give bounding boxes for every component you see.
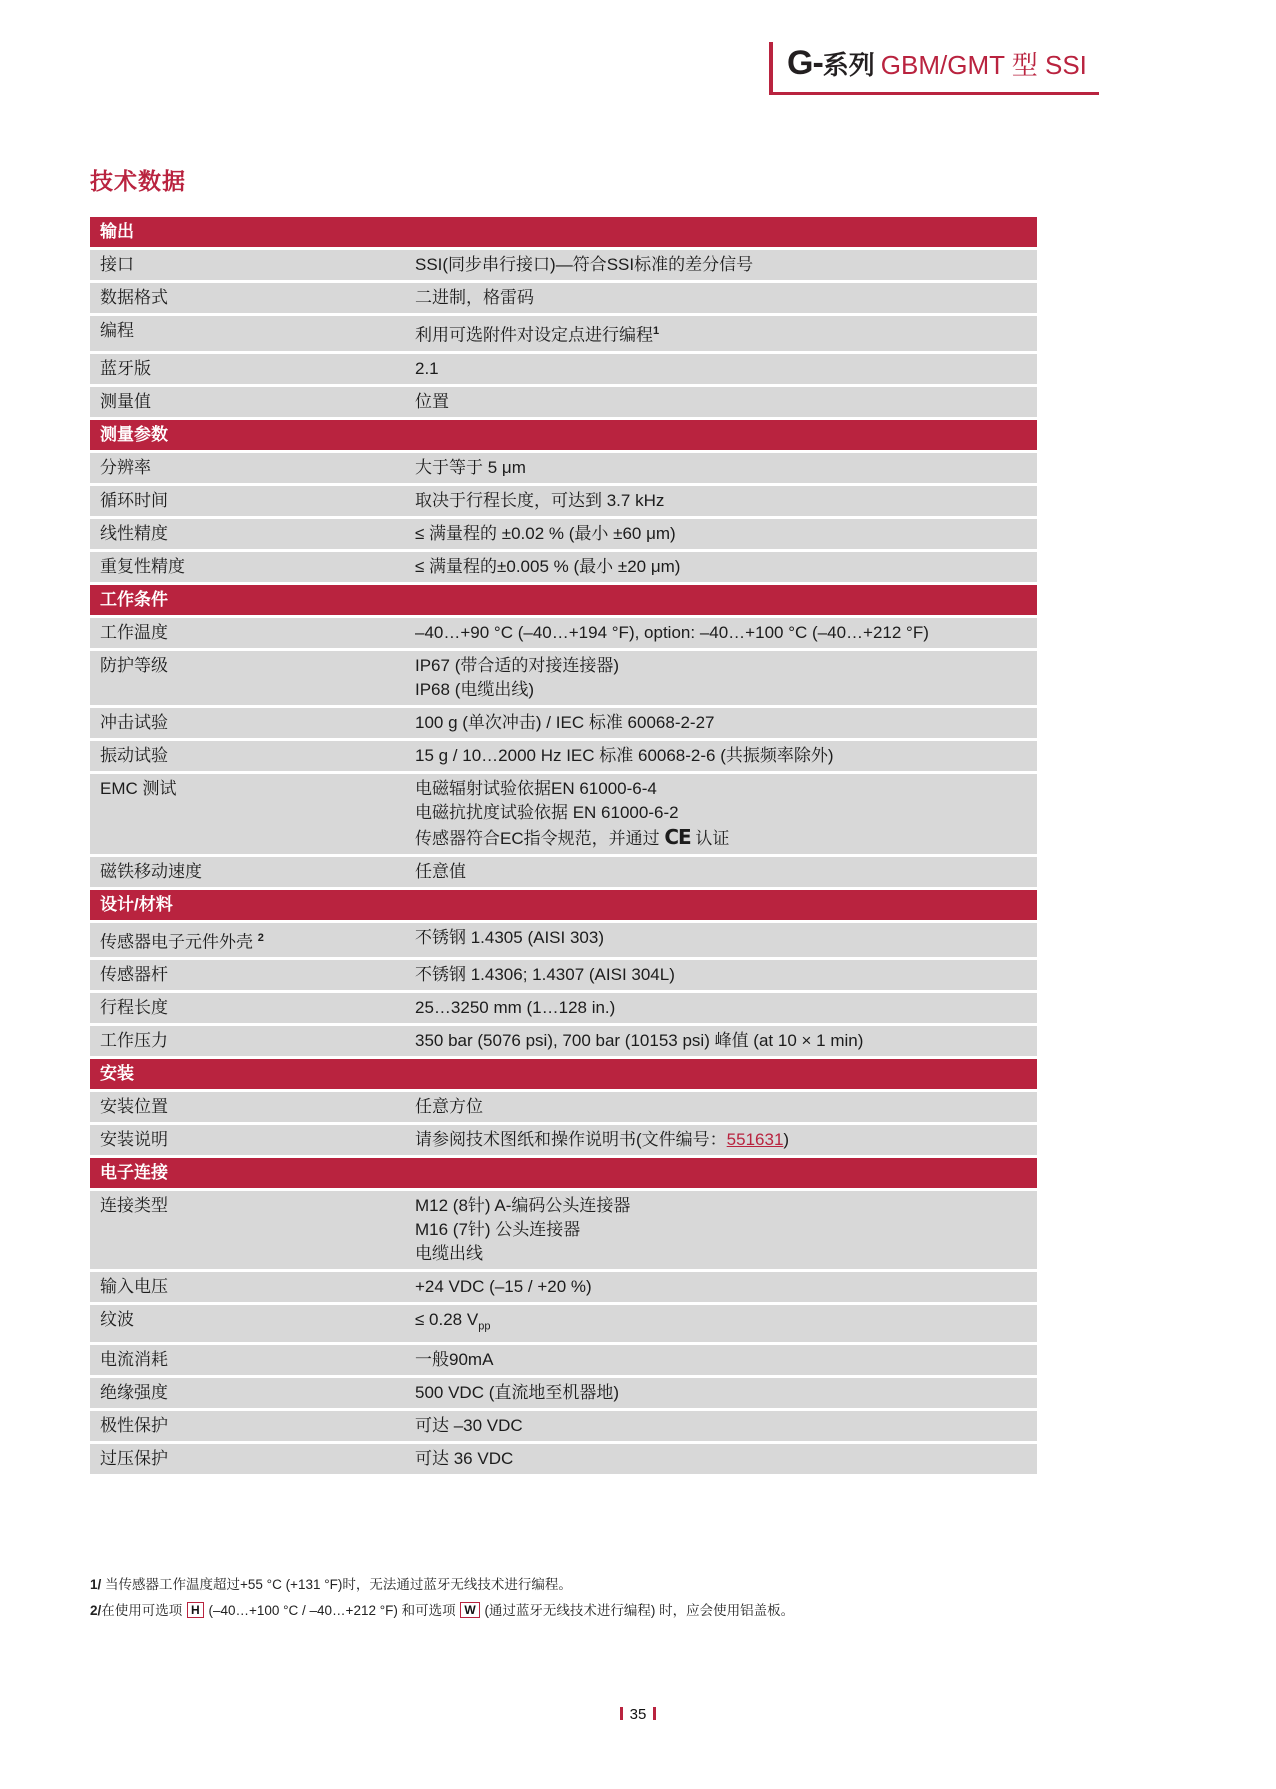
value-line bbox=[415, 1029, 1027, 1053]
spec-value bbox=[415, 357, 1037, 381]
value-line bbox=[415, 1128, 1027, 1152]
text-segment: 安装说明 bbox=[100, 1130, 168, 1150]
table-section-header: 工作条件 bbox=[90, 585, 1037, 615]
spec-value bbox=[415, 1029, 1037, 1053]
value-line bbox=[415, 963, 1027, 987]
text-segment: 2.1 bbox=[415, 358, 439, 378]
text-segment: 100 g (单次冲击) / IEC 标准 60068-2-27 bbox=[415, 712, 715, 732]
spec-value bbox=[415, 860, 1037, 884]
footer-left-bar bbox=[620, 1707, 623, 1720]
spec-row bbox=[90, 354, 1037, 384]
text-segment: 请参阅技术图纸和操作说明书(文件编号： bbox=[415, 1130, 727, 1150]
page-title: 技术数据 bbox=[90, 168, 186, 194]
spec-table bbox=[90, 217, 1037, 1474]
text-segment: 纹波 bbox=[100, 1310, 134, 1330]
spec-value bbox=[415, 963, 1037, 987]
footnote-number: 2/ bbox=[90, 1602, 102, 1618]
text-segment: ≤ 满量程的 ±0.02 % (最小 ±60 μm) bbox=[415, 523, 676, 543]
text-segment: 工作温度 bbox=[100, 622, 168, 642]
spec-value bbox=[415, 1348, 1037, 1372]
page-body bbox=[90, 163, 1037, 1624]
spec-value bbox=[415, 456, 1037, 480]
spec-value bbox=[415, 253, 1037, 277]
text-segment: 连接类型 bbox=[100, 1196, 168, 1216]
spec-label bbox=[90, 1194, 415, 1266]
superscript-note-ref: 1 bbox=[653, 325, 660, 337]
spec-row bbox=[90, 960, 1037, 990]
spec-label bbox=[90, 926, 415, 955]
table-section-header: 设计/材料 bbox=[90, 890, 1037, 920]
value-line bbox=[415, 654, 1027, 678]
spec-row bbox=[90, 741, 1037, 771]
spec-label bbox=[90, 654, 415, 702]
footer-right-bar bbox=[653, 1707, 656, 1720]
text-segment: 磁铁移动速度 bbox=[100, 861, 202, 881]
spec-label bbox=[90, 1348, 415, 1372]
series-name: 系列 bbox=[822, 50, 875, 80]
value-line bbox=[415, 1414, 1027, 1438]
text-segment: 振动试验 bbox=[100, 745, 168, 765]
spec-row bbox=[90, 774, 1037, 854]
table-section-header: 安装 bbox=[90, 1059, 1037, 1089]
text-segment: ≤ 0.28 V bbox=[415, 1310, 479, 1330]
text-segment: 接口 bbox=[100, 255, 134, 274]
footnote bbox=[90, 1598, 1037, 1624]
value-line bbox=[415, 1095, 1027, 1119]
text-segment: ≤ 满量程的±0.005 % (最小 ±20 μm) bbox=[415, 556, 681, 576]
spec-row bbox=[90, 708, 1037, 738]
spec-row bbox=[90, 923, 1037, 958]
spec-label bbox=[90, 963, 415, 987]
spec-value bbox=[415, 1414, 1037, 1438]
spec-row bbox=[90, 552, 1037, 582]
superscript-note-ref: 2 bbox=[257, 931, 264, 944]
model-name: GBM/GMT 型 SSI bbox=[880, 50, 1087, 80]
subscript-unit: pp bbox=[478, 1320, 491, 1333]
text-segment: 取决于行程长度，可达到 3.7 kHz bbox=[415, 490, 665, 510]
footnotes bbox=[90, 1572, 1037, 1624]
text-segment: 过压保护 bbox=[100, 1448, 168, 1468]
spec-value bbox=[415, 926, 1037, 955]
spec-value bbox=[415, 1381, 1037, 1405]
value-line bbox=[415, 489, 1027, 513]
spec-value bbox=[415, 1447, 1037, 1471]
value-line bbox=[415, 1381, 1027, 1405]
text-segment: 测量值 bbox=[100, 391, 151, 411]
value-line bbox=[415, 711, 1027, 735]
spec-value bbox=[415, 390, 1037, 414]
spec-label bbox=[90, 711, 415, 735]
spec-label bbox=[90, 1381, 415, 1405]
spec-row bbox=[90, 1092, 1037, 1122]
value-line bbox=[415, 801, 1027, 825]
value-line bbox=[415, 996, 1027, 1020]
text-segment: 编程 bbox=[100, 321, 134, 340]
text-segment: M16 (7针) 公头连接器 bbox=[415, 1220, 581, 1240]
text-segment: 输入电压 bbox=[100, 1277, 168, 1297]
text-segment: 行程长度 bbox=[100, 998, 168, 1018]
value-line bbox=[415, 621, 1027, 645]
spec-value bbox=[415, 711, 1037, 735]
text-segment: 传感器杆 bbox=[100, 965, 168, 985]
spec-label bbox=[90, 1414, 415, 1438]
value-line bbox=[415, 357, 1027, 381]
value-line bbox=[415, 522, 1027, 546]
spec-row bbox=[90, 1125, 1037, 1155]
value-line bbox=[415, 1275, 1027, 1299]
value-line bbox=[415, 319, 1027, 348]
spec-row bbox=[90, 1378, 1037, 1408]
value-line bbox=[415, 253, 1027, 277]
option-code-badge: H bbox=[187, 1602, 204, 1618]
spec-label bbox=[90, 522, 415, 546]
spec-row bbox=[90, 1345, 1037, 1375]
spec-label bbox=[90, 996, 415, 1020]
spec-label bbox=[90, 319, 415, 348]
spec-value bbox=[415, 1194, 1037, 1266]
spec-label bbox=[90, 1029, 415, 1053]
value-line bbox=[415, 1242, 1027, 1266]
spec-row bbox=[90, 651, 1037, 705]
text-segment: IP67 (带合适的对接连接器) bbox=[415, 655, 620, 675]
spec-label bbox=[90, 860, 415, 884]
option-code-badge: W bbox=[460, 1602, 479, 1618]
text-segment: 电磁抗扰度试验依据 EN 61000-6-2 bbox=[415, 802, 679, 822]
text-segment: 任意方位 bbox=[415, 1097, 483, 1117]
spec-value bbox=[415, 996, 1037, 1020]
spec-value bbox=[415, 555, 1037, 579]
table-section-header: 输出 bbox=[90, 217, 1037, 247]
text-segment: 重复性精度 bbox=[100, 556, 185, 576]
document-link[interactable]: 551631 bbox=[726, 1130, 784, 1150]
spec-label bbox=[90, 1308, 415, 1338]
spec-value bbox=[415, 777, 1037, 851]
spec-row bbox=[90, 519, 1037, 549]
text-segment: 极性保护 bbox=[100, 1415, 168, 1435]
spec-label bbox=[90, 456, 415, 480]
text-segment: 认证 bbox=[690, 828, 730, 848]
value-line bbox=[415, 825, 1027, 851]
text-segment: 任意值 bbox=[415, 861, 466, 881]
text-segment: 冲击试验 bbox=[100, 712, 168, 732]
text-segment: 25…3250 mm (1…128 in.) bbox=[415, 998, 616, 1018]
text-segment: (–40…+100 °C / –40…+212 °F) 和可选项 bbox=[204, 1602, 460, 1618]
text-segment: 500 VDC (直流地至机器地) bbox=[415, 1382, 620, 1402]
value-line bbox=[415, 555, 1027, 579]
spec-value bbox=[415, 744, 1037, 768]
text-segment: 传感器符合EC指令规范，并通过 bbox=[415, 828, 665, 848]
text-segment: 350 bar (5076 psi), 700 bar (10153 psi) 峰值 (at 10 × 1 min) bbox=[415, 1031, 864, 1051]
spec-row bbox=[90, 283, 1037, 313]
text-segment: SSI(同步串行接口)—符合SSI标准的差分信号 bbox=[415, 255, 754, 274]
document-header bbox=[769, 42, 1099, 95]
spec-value bbox=[415, 1095, 1037, 1119]
text-segment: 大于等于 5 μm bbox=[415, 457, 526, 477]
text-segment: 传感器电子元件外壳 bbox=[100, 932, 258, 952]
text-segment: 线性精度 bbox=[100, 523, 168, 543]
text-segment: 安装位置 bbox=[100, 1097, 168, 1117]
spec-value bbox=[415, 319, 1037, 348]
text-segment: 不锈钢 1.4306; 1.4307 (AISI 304L) bbox=[415, 965, 675, 985]
spec-value bbox=[415, 286, 1037, 310]
text-segment: 电磁辐射试验依据EN 61000-6-4 bbox=[415, 778, 657, 798]
spec-value bbox=[415, 621, 1037, 645]
spec-row bbox=[90, 1026, 1037, 1056]
spec-row bbox=[90, 993, 1037, 1023]
text-segment: 二进制，格雷码 bbox=[415, 288, 534, 307]
text-segment: 一般90mA bbox=[415, 1349, 494, 1369]
spec-label bbox=[90, 1095, 415, 1119]
value-line bbox=[415, 678, 1027, 702]
spec-label bbox=[90, 286, 415, 310]
table-section-header: 电子连接 bbox=[90, 1158, 1037, 1188]
spec-label bbox=[90, 489, 415, 513]
value-line bbox=[415, 926, 1027, 950]
table-section-header: 测量参数 bbox=[90, 420, 1037, 450]
text-segment: 循环时间 bbox=[100, 490, 168, 510]
spec-row bbox=[90, 1411, 1037, 1441]
text-segment: 绝缘强度 bbox=[100, 1382, 168, 1402]
text-segment: 位置 bbox=[415, 391, 449, 411]
footnote bbox=[90, 1572, 1037, 1598]
spec-label bbox=[90, 1447, 415, 1471]
value-line bbox=[415, 456, 1027, 480]
spec-value bbox=[415, 522, 1037, 546]
text-segment: 蓝牙版 bbox=[100, 358, 151, 378]
text-segment: IP68 (电缆出线) bbox=[415, 679, 535, 699]
spec-row bbox=[90, 1191, 1037, 1269]
text-segment: 15 g / 10…2000 Hz IEC 标准 60068-2-6 (共振频率除外) bbox=[415, 745, 834, 765]
value-line bbox=[415, 390, 1027, 414]
text-segment: +24 VDC (–15 / +20 %) bbox=[415, 1277, 592, 1297]
value-line bbox=[415, 1348, 1027, 1372]
spec-label bbox=[90, 253, 415, 277]
text-segment: 防护等级 bbox=[100, 655, 168, 675]
text-segment: EMC 测试 bbox=[100, 778, 177, 798]
page-footer bbox=[0, 1706, 1276, 1723]
spec-row bbox=[90, 1272, 1037, 1302]
spec-value bbox=[415, 1308, 1037, 1338]
spec-label bbox=[90, 621, 415, 645]
text-segment: ) bbox=[783, 1130, 790, 1150]
value-line bbox=[415, 1218, 1027, 1242]
text-segment: 可达 36 VDC bbox=[415, 1448, 514, 1468]
ce-mark-icon: CE bbox=[664, 824, 691, 849]
spec-row bbox=[90, 453, 1037, 483]
text-segment: 利用可选附件对设定点进行编程 bbox=[415, 325, 653, 345]
value-line bbox=[415, 1447, 1027, 1471]
value-line bbox=[415, 777, 1027, 801]
spec-value bbox=[415, 1128, 1037, 1152]
spec-row bbox=[90, 250, 1037, 280]
spec-row bbox=[90, 316, 1037, 351]
text-segment: –40…+90 °C (–40…+194 °F), option: –40…+100 °C (–40…+212 °F) bbox=[415, 622, 929, 642]
text-segment: 不锈钢 1.4305 (AISI 303) bbox=[415, 927, 604, 947]
spec-value bbox=[415, 654, 1037, 702]
spec-label bbox=[90, 777, 415, 851]
series-name-bold: G- bbox=[787, 44, 823, 82]
text-segment: 当传感器工作温度超过+55 °C (+131 °F)时，无法通过蓝牙无线技术进行编程。 bbox=[101, 1576, 572, 1592]
spec-row bbox=[90, 1444, 1037, 1474]
value-line bbox=[415, 1194, 1027, 1218]
spec-label bbox=[90, 744, 415, 768]
spec-row bbox=[90, 387, 1037, 417]
spec-label bbox=[90, 390, 415, 414]
text-segment: 电缆出线 bbox=[415, 1244, 483, 1264]
spec-row bbox=[90, 857, 1037, 887]
text-segment: 可达 –30 VDC bbox=[415, 1415, 523, 1435]
spec-value bbox=[415, 1275, 1037, 1299]
text-segment: 分辨率 bbox=[100, 457, 151, 477]
spec-row bbox=[90, 618, 1037, 648]
spec-label bbox=[90, 1128, 415, 1152]
spec-label bbox=[90, 357, 415, 381]
spec-label bbox=[90, 1275, 415, 1299]
value-line bbox=[415, 286, 1027, 310]
value-line bbox=[415, 860, 1027, 884]
spec-label bbox=[90, 555, 415, 579]
spec-row bbox=[90, 486, 1037, 516]
text-segment: M12 (8针) A-编码公头连接器 bbox=[415, 1196, 631, 1216]
page-number: 35 bbox=[629, 1706, 647, 1723]
spec-row bbox=[90, 1305, 1037, 1341]
value-line bbox=[415, 744, 1027, 768]
footnote-number: 1/ bbox=[90, 1576, 102, 1592]
text-segment: 在使用可选项 bbox=[101, 1602, 187, 1618]
spec-value bbox=[415, 489, 1037, 513]
text-segment: 数据格式 bbox=[100, 288, 168, 307]
text-segment: (通过蓝牙无线技术进行编程) 时，应会使用铝盖板。 bbox=[480, 1602, 795, 1618]
text-segment: 工作压力 bbox=[100, 1031, 168, 1051]
value-line bbox=[415, 1308, 1027, 1338]
text-segment: 电流消耗 bbox=[100, 1349, 168, 1369]
